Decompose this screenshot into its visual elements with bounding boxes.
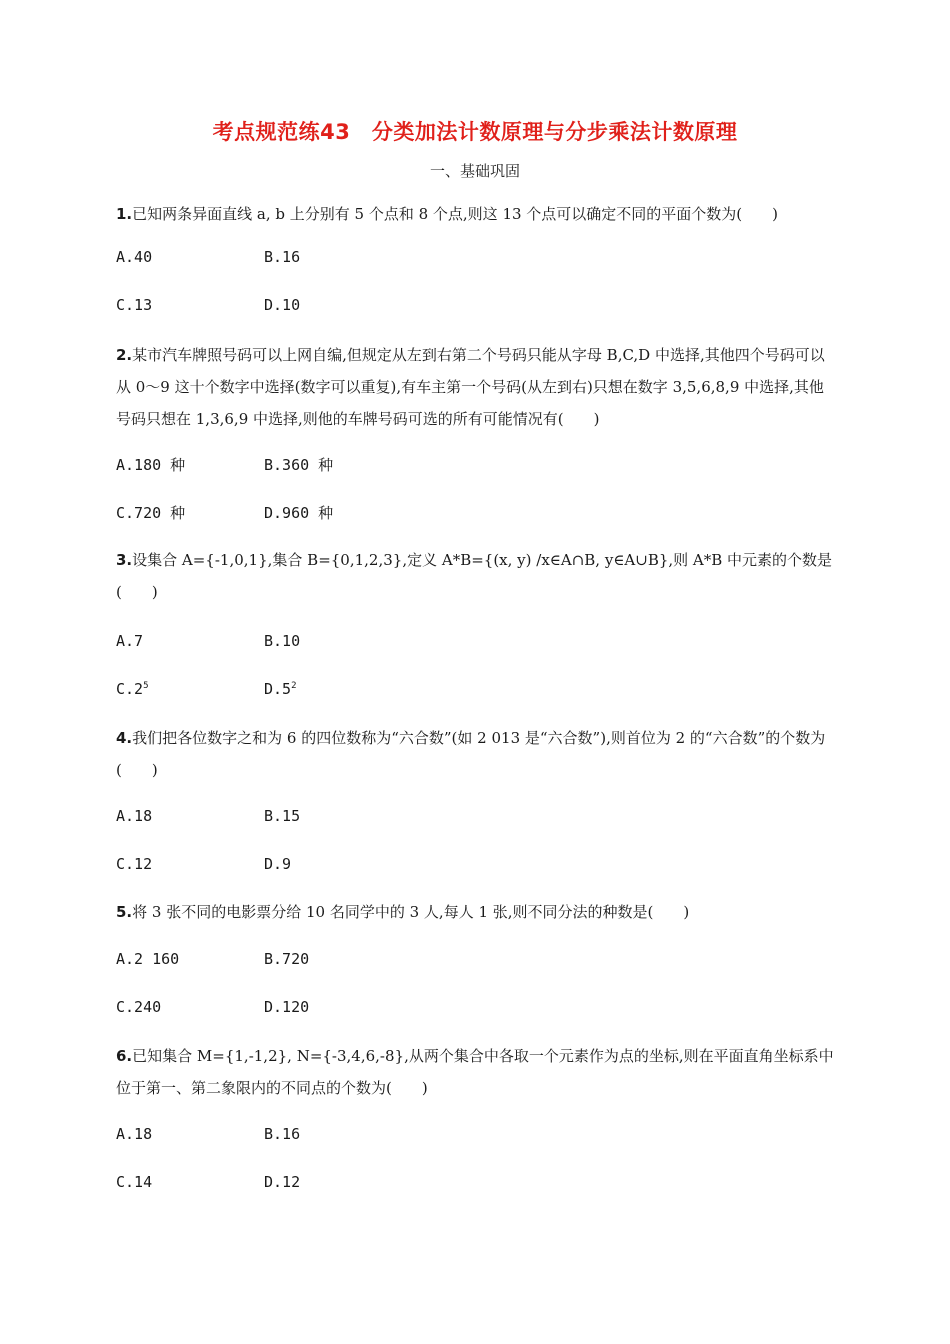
option-a: A.2 160 (116, 950, 180, 968)
question-number: 3. (116, 551, 133, 569)
question-text: 已知两条异面直线 a, b 上分别有 5 个点和 8 个点,则这 13 个点可以确定不同的平面个数为( ) (132, 205, 779, 223)
option-b: B.16 (264, 248, 301, 266)
option-b: B.360 种 (264, 456, 334, 474)
question-number: 4. (116, 729, 133, 747)
option-a: A.7 (116, 632, 144, 650)
option-c-base: C.2 (116, 680, 144, 698)
option-b: B.15 (264, 807, 301, 825)
question-5 (116, 896, 836, 928)
option-c: C.14 (116, 1173, 153, 1191)
option-d-exponent: 2 (291, 681, 297, 691)
option-b: B.10 (264, 632, 301, 650)
option-d: D.10 (264, 296, 301, 314)
question-text: 某市汽车牌照号码可以上网自编,但规定从左到右第二个号码只能从字母 B,C,D 中选择,其他四个号码可以从 0～9 这十个数字中选择(数字可以重复),有车主第一个号码(从左到右)只想在数字 3,5,6,8,9 中选择,其他号码只想在 1,3,6,9 中选择,则他的车牌号码可选的所有可能情况有( ) (116, 346, 825, 428)
question-text: 已知集合 M={1,-1,2}, N={-3,4,6,-8},从两个集合中各取一个元素作为点的坐标,则在平面直角坐标系中位于第一、第二象限内的不同点的个数为( ) (116, 1047, 834, 1097)
question-2 (116, 339, 836, 435)
option-d: D.12 (264, 1173, 301, 1191)
section-heading: 一、基础巩固 (429, 162, 520, 180)
option-d: D.960 种 (264, 504, 334, 522)
question-text: 设集合 A={-1,0,1},集合 B={0,1,2,3},定义 A*B={(x, y) /x∈A∩B, y∈A∪B},则 A*B 中元素的个数是 ( ) (116, 551, 923, 601)
question-number: 5. (116, 903, 133, 921)
question-1 (116, 198, 836, 230)
question-6 (116, 1040, 836, 1104)
option-d: D.9 (264, 855, 292, 873)
option-c: C.720 种 (116, 504, 186, 522)
question-3 (116, 544, 923, 608)
question-text: 将 3 张不同的电影票分给 10 名同学中的 3 人,每人 1 张,则不同分法的种数是( ) (132, 903, 690, 921)
option-a: A.18 (116, 1125, 153, 1143)
option-a: A.180 种 (116, 456, 186, 474)
option-d-base: D.5 (264, 680, 292, 698)
question-text: 我们把各位数字之和为 6 的四位数称为“六合数”(如 2 013 是“六合数”),则首位为 2 的“六合数”的个数为( ) (116, 729, 826, 779)
option-b: B.16 (264, 1125, 301, 1143)
option-c: C.12 (116, 855, 153, 873)
option-c: C.240 (116, 998, 162, 1016)
page-title: 考点规范练43 分类加法计数原理与分步乘法计数原理 (212, 120, 738, 144)
question-number: 2. (116, 346, 133, 364)
option-d (264, 680, 297, 698)
question-number: 1. (116, 205, 133, 223)
question-number: 6. (116, 1047, 133, 1065)
question-4 (116, 722, 836, 786)
option-a: A.40 (116, 248, 153, 266)
option-c: C.13 (116, 296, 153, 314)
option-c (116, 680, 149, 698)
option-d: D.120 (264, 998, 310, 1016)
option-c-exponent: 5 (143, 681, 149, 691)
option-b: B.720 (264, 950, 310, 968)
option-a: A.18 (116, 807, 153, 825)
